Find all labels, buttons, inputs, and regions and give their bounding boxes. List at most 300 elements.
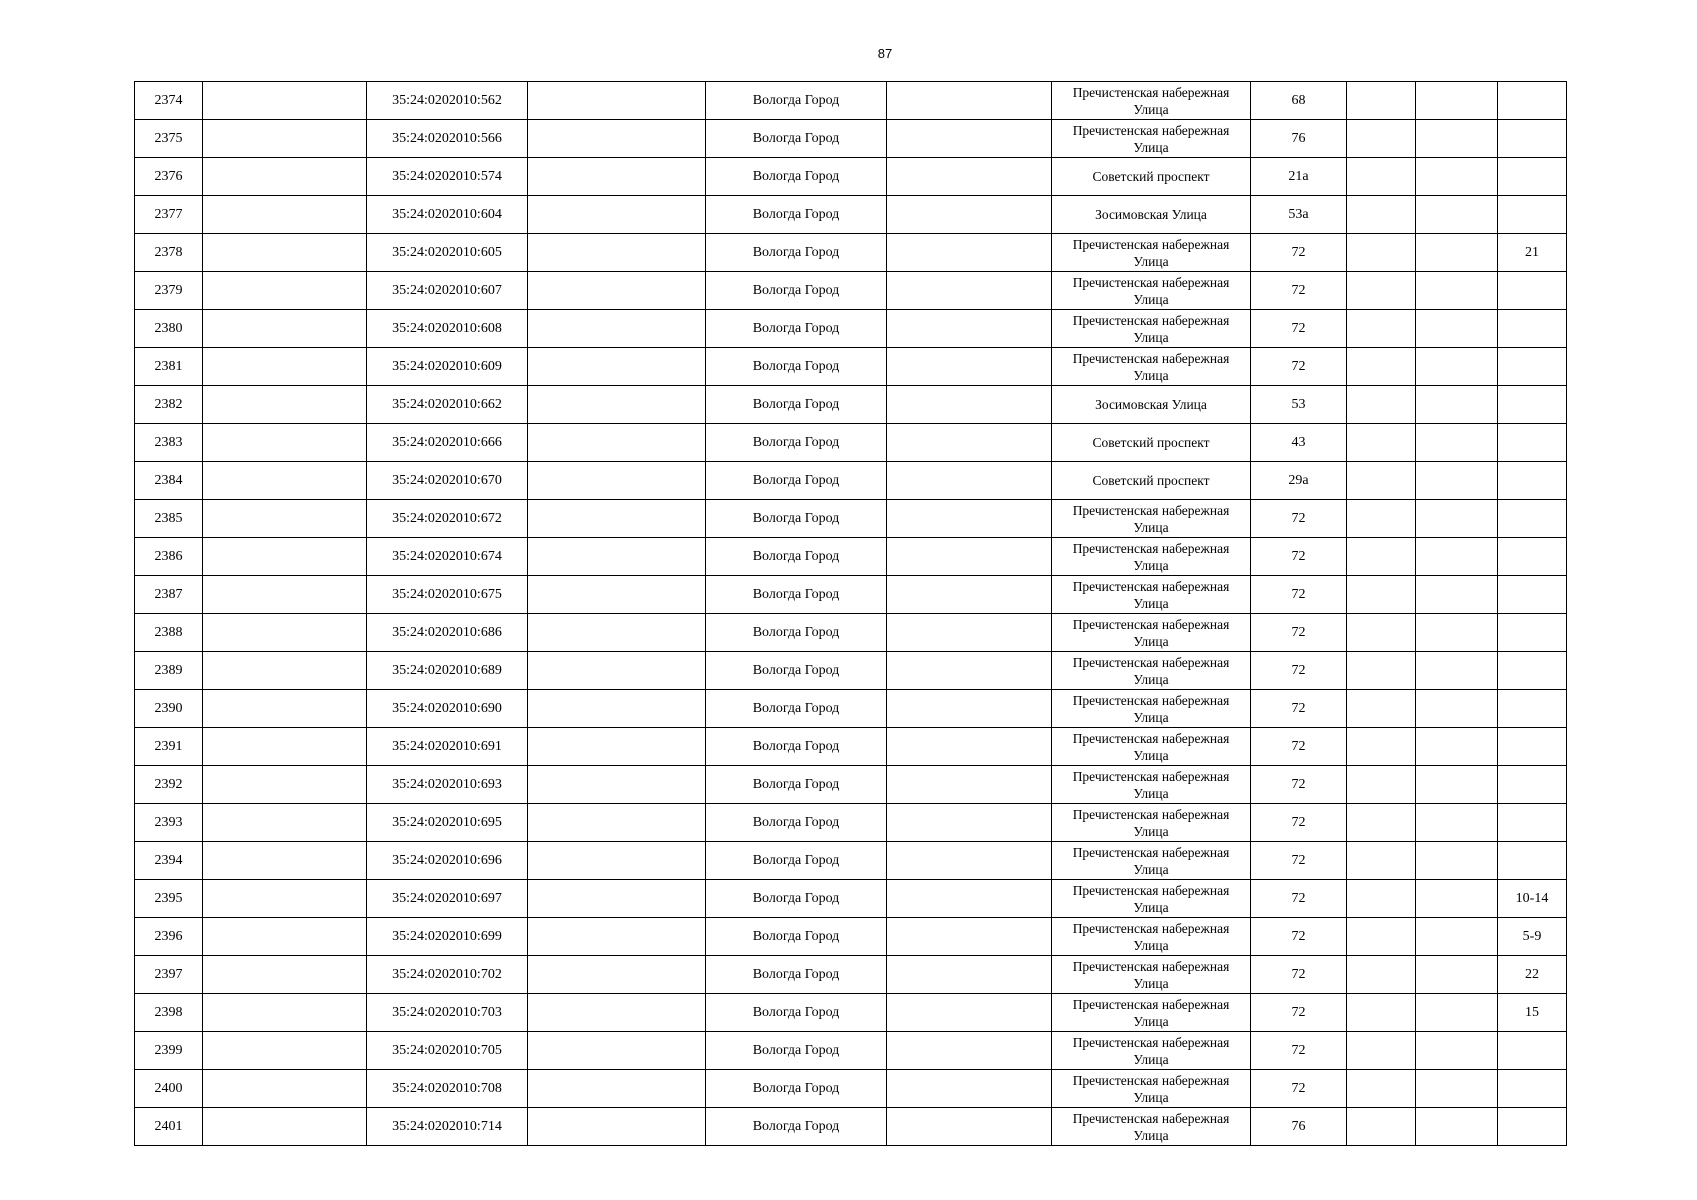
empty-cell	[1416, 1070, 1498, 1108]
house-number-cell: 72	[1251, 1070, 1347, 1108]
locality-cell: Вологда Город	[706, 728, 887, 766]
cadastral-number-cell: 35:24:0202010:675	[367, 576, 528, 614]
empty-cell	[887, 918, 1052, 956]
empty-cell	[528, 1108, 706, 1146]
table-row	[135, 576, 1567, 614]
row-number-cell: 2384	[135, 462, 203, 500]
empty-cell	[1347, 158, 1416, 196]
empty-cell	[1416, 994, 1498, 1032]
empty-cell	[887, 424, 1052, 462]
empty-cell	[1416, 880, 1498, 918]
table-row	[135, 804, 1567, 842]
empty-cell	[887, 614, 1052, 652]
house-number-cell: 76	[1251, 1108, 1347, 1146]
cadastral-number-cell: 35:24:0202010:608	[367, 310, 528, 348]
empty-cell	[887, 272, 1052, 310]
empty-cell	[528, 158, 706, 196]
table-row	[135, 310, 1567, 348]
row-number-cell: 2396	[135, 918, 203, 956]
locality-cell: Вологда Город	[706, 614, 887, 652]
table-row	[135, 956, 1567, 994]
empty-cell	[1416, 842, 1498, 880]
row-number-cell: 2395	[135, 880, 203, 918]
empty-cell	[203, 310, 367, 348]
locality-cell: Вологда Город	[706, 652, 887, 690]
empty-cell	[528, 462, 706, 500]
empty-cell	[203, 766, 367, 804]
empty-cell	[887, 994, 1052, 1032]
cadastral-number-cell: 35:24:0202010:574	[367, 158, 528, 196]
house-number-cell: 72	[1251, 728, 1347, 766]
cadastral-number-cell: 35:24:0202010:562	[367, 82, 528, 120]
row-number-cell: 2377	[135, 196, 203, 234]
row-number-cell: 2387	[135, 576, 203, 614]
table-row	[135, 234, 1567, 272]
house-number-cell: 72	[1251, 994, 1347, 1032]
locality-cell: Вологда Город	[706, 386, 887, 424]
house-number-cell: 72	[1251, 614, 1347, 652]
house-number-cell: 72	[1251, 234, 1347, 272]
street-cell: Пречистенская набережная Улица	[1052, 994, 1251, 1032]
empty-cell	[528, 766, 706, 804]
apartment-cell	[1498, 614, 1567, 652]
empty-cell	[203, 158, 367, 196]
apartment-cell	[1498, 690, 1567, 728]
table-row	[135, 82, 1567, 120]
street-cell: Советский проспект	[1052, 462, 1251, 500]
row-number-cell: 2374	[135, 82, 203, 120]
empty-cell	[1347, 880, 1416, 918]
empty-cell	[203, 500, 367, 538]
street-cell: Пречистенская набережная Улица	[1052, 82, 1251, 120]
locality-cell: Вологда Город	[706, 424, 887, 462]
apartment-cell	[1498, 424, 1567, 462]
apartment-cell	[1498, 1032, 1567, 1070]
house-number-cell: 29а	[1251, 462, 1347, 500]
apartment-cell: 5-9	[1498, 918, 1567, 956]
apartment-cell: 21	[1498, 234, 1567, 272]
street-cell: Пречистенская набережная Улица	[1052, 804, 1251, 842]
street-cell: Советский проспект	[1052, 158, 1251, 196]
empty-cell	[1347, 576, 1416, 614]
empty-cell	[1347, 1032, 1416, 1070]
empty-cell	[1347, 842, 1416, 880]
street-cell: Пречистенская набережная Улица	[1052, 1108, 1251, 1146]
empty-cell	[887, 538, 1052, 576]
empty-cell	[887, 234, 1052, 272]
row-number-cell: 2391	[135, 728, 203, 766]
empty-cell	[1347, 652, 1416, 690]
empty-cell	[887, 82, 1052, 120]
row-number-cell: 2375	[135, 120, 203, 158]
locality-cell: Вологда Город	[706, 690, 887, 728]
apartment-cell	[1498, 196, 1567, 234]
cadastral-number-cell: 35:24:0202010:672	[367, 500, 528, 538]
empty-cell	[1347, 120, 1416, 158]
row-number-cell: 2378	[135, 234, 203, 272]
empty-cell	[528, 120, 706, 158]
cadastral-number-cell: 35:24:0202010:674	[367, 538, 528, 576]
apartment-cell	[1498, 1108, 1567, 1146]
empty-cell	[1347, 462, 1416, 500]
table-row	[135, 994, 1567, 1032]
empty-cell	[203, 462, 367, 500]
street-cell: Пречистенская набережная Улица	[1052, 766, 1251, 804]
empty-cell	[887, 462, 1052, 500]
cadastral-number-cell: 35:24:0202010:686	[367, 614, 528, 652]
table-row	[135, 500, 1567, 538]
empty-cell	[887, 576, 1052, 614]
empty-cell	[203, 576, 367, 614]
cadastral-number-cell: 35:24:0202010:690	[367, 690, 528, 728]
empty-cell	[1416, 500, 1498, 538]
house-number-cell: 72	[1251, 766, 1347, 804]
row-number-cell: 2382	[135, 386, 203, 424]
locality-cell: Вологда Город	[706, 956, 887, 994]
street-cell: Пречистенская набережная Улица	[1052, 310, 1251, 348]
empty-cell	[1416, 1108, 1498, 1146]
empty-cell	[1416, 1032, 1498, 1070]
row-number-cell: 2399	[135, 1032, 203, 1070]
empty-cell	[1416, 690, 1498, 728]
empty-cell	[1416, 538, 1498, 576]
street-cell: Пречистенская набережная Улица	[1052, 120, 1251, 158]
row-number-cell: 2400	[135, 1070, 203, 1108]
street-cell: Пречистенская набережная Улица	[1052, 1070, 1251, 1108]
empty-cell	[203, 424, 367, 462]
locality-cell: Вологда Город	[706, 804, 887, 842]
empty-cell	[203, 994, 367, 1032]
empty-cell	[203, 918, 367, 956]
locality-cell: Вологда Город	[706, 1070, 887, 1108]
empty-cell	[887, 310, 1052, 348]
street-cell: Пречистенская набережная Улица	[1052, 918, 1251, 956]
table-row	[135, 158, 1567, 196]
row-number-cell: 2393	[135, 804, 203, 842]
empty-cell	[887, 1108, 1052, 1146]
empty-cell	[203, 956, 367, 994]
property-registry-table	[134, 81, 1567, 1146]
locality-cell: Вологда Город	[706, 310, 887, 348]
locality-cell: Вологда Город	[706, 272, 887, 310]
street-cell: Пречистенская набережная Улица	[1052, 728, 1251, 766]
locality-cell: Вологда Город	[706, 1108, 887, 1146]
street-cell: Пречистенская набережная Улица	[1052, 538, 1251, 576]
locality-cell: Вологда Город	[706, 500, 887, 538]
empty-cell	[887, 804, 1052, 842]
empty-cell	[1347, 1070, 1416, 1108]
row-number-cell: 2381	[135, 348, 203, 386]
house-number-cell: 72	[1251, 310, 1347, 348]
empty-cell	[203, 690, 367, 728]
cadastral-number-cell: 35:24:0202010:697	[367, 880, 528, 918]
apartment-cell	[1498, 272, 1567, 310]
empty-cell	[1416, 614, 1498, 652]
cadastral-number-cell: 35:24:0202010:702	[367, 956, 528, 994]
empty-cell	[887, 196, 1052, 234]
house-number-cell: 72	[1251, 576, 1347, 614]
table-row	[135, 880, 1567, 918]
cadastral-number-cell: 35:24:0202010:566	[367, 120, 528, 158]
apartment-cell	[1498, 158, 1567, 196]
empty-cell	[203, 1108, 367, 1146]
empty-cell	[203, 386, 367, 424]
empty-cell	[1416, 348, 1498, 386]
row-number-cell: 2376	[135, 158, 203, 196]
empty-cell	[203, 538, 367, 576]
cadastral-number-cell: 35:24:0202010:696	[367, 842, 528, 880]
locality-cell: Вологда Город	[706, 234, 887, 272]
empty-cell	[1416, 766, 1498, 804]
locality-cell: Вологда Город	[706, 82, 887, 120]
empty-cell	[528, 538, 706, 576]
table-row	[135, 614, 1567, 652]
locality-cell: Вологда Город	[706, 120, 887, 158]
house-number-cell: 68	[1251, 82, 1347, 120]
apartment-cell	[1498, 728, 1567, 766]
street-cell: Пречистенская набережная Улица	[1052, 272, 1251, 310]
row-number-cell: 2385	[135, 500, 203, 538]
apartment-cell	[1498, 538, 1567, 576]
empty-cell	[887, 728, 1052, 766]
row-number-cell: 2379	[135, 272, 203, 310]
empty-cell	[887, 158, 1052, 196]
cadastral-number-cell: 35:24:0202010:609	[367, 348, 528, 386]
empty-cell	[1347, 234, 1416, 272]
cadastral-number-cell: 35:24:0202010:691	[367, 728, 528, 766]
house-number-cell: 72	[1251, 842, 1347, 880]
apartment-cell	[1498, 652, 1567, 690]
empty-cell	[528, 842, 706, 880]
locality-cell: Вологда Город	[706, 842, 887, 880]
empty-cell	[1416, 652, 1498, 690]
table-row	[135, 918, 1567, 956]
empty-cell	[1416, 956, 1498, 994]
locality-cell: Вологда Город	[706, 196, 887, 234]
row-number-cell: 2386	[135, 538, 203, 576]
empty-cell	[887, 1070, 1052, 1108]
empty-cell	[1416, 918, 1498, 956]
empty-cell	[1416, 82, 1498, 120]
empty-cell	[528, 82, 706, 120]
street-cell: Пречистенская набережная Улица	[1052, 500, 1251, 538]
cadastral-number-cell: 35:24:0202010:699	[367, 918, 528, 956]
empty-cell	[1347, 918, 1416, 956]
apartment-cell	[1498, 842, 1567, 880]
empty-cell	[203, 880, 367, 918]
table-row	[135, 348, 1567, 386]
table-row	[135, 1032, 1567, 1070]
locality-cell: Вологда Город	[706, 158, 887, 196]
table-row	[135, 386, 1567, 424]
house-number-cell: 72	[1251, 956, 1347, 994]
empty-cell	[887, 386, 1052, 424]
house-number-cell: 72	[1251, 538, 1347, 576]
street-cell: Пречистенская набережная Улица	[1052, 576, 1251, 614]
empty-cell	[1347, 500, 1416, 538]
empty-cell	[203, 234, 367, 272]
empty-cell	[887, 880, 1052, 918]
empty-cell	[203, 1070, 367, 1108]
empty-cell	[1347, 386, 1416, 424]
house-number-cell: 72	[1251, 804, 1347, 842]
empty-cell	[887, 842, 1052, 880]
empty-cell	[528, 348, 706, 386]
table-row	[135, 690, 1567, 728]
empty-cell	[1347, 196, 1416, 234]
empty-cell	[528, 918, 706, 956]
row-number-cell: 2390	[135, 690, 203, 728]
empty-cell	[887, 956, 1052, 994]
apartment-cell	[1498, 766, 1567, 804]
street-cell: Советский проспект	[1052, 424, 1251, 462]
house-number-cell: 53а	[1251, 196, 1347, 234]
house-number-cell: 72	[1251, 272, 1347, 310]
street-cell: Пречистенская набережная Улица	[1052, 956, 1251, 994]
house-number-cell: 53	[1251, 386, 1347, 424]
empty-cell	[1347, 348, 1416, 386]
apartment-cell: 10-14	[1498, 880, 1567, 918]
table-row	[135, 424, 1567, 462]
street-cell: Зосимовская Улица	[1052, 196, 1251, 234]
empty-cell	[528, 614, 706, 652]
empty-cell	[203, 652, 367, 690]
cadastral-number-cell: 35:24:0202010:693	[367, 766, 528, 804]
empty-cell	[1416, 424, 1498, 462]
street-cell: Пречистенская набережная Улица	[1052, 842, 1251, 880]
cadastral-number-cell: 35:24:0202010:705	[367, 1032, 528, 1070]
empty-cell	[1347, 690, 1416, 728]
house-number-cell: 43	[1251, 424, 1347, 462]
empty-cell	[1347, 614, 1416, 652]
table-row	[135, 1108, 1567, 1146]
table-row	[135, 120, 1567, 158]
table-row	[135, 652, 1567, 690]
empty-cell	[203, 614, 367, 652]
empty-cell	[1416, 576, 1498, 614]
locality-cell: Вологда Город	[706, 576, 887, 614]
empty-cell	[887, 652, 1052, 690]
street-cell: Зосимовская Улица	[1052, 386, 1251, 424]
empty-cell	[203, 120, 367, 158]
cadastral-number-cell: 35:24:0202010:605	[367, 234, 528, 272]
cadastral-number-cell: 35:24:0202010:695	[367, 804, 528, 842]
empty-cell	[1416, 728, 1498, 766]
row-number-cell: 2383	[135, 424, 203, 462]
apartment-cell	[1498, 500, 1567, 538]
empty-cell	[1347, 956, 1416, 994]
empty-cell	[1347, 1108, 1416, 1146]
empty-cell	[528, 234, 706, 272]
apartment-cell	[1498, 804, 1567, 842]
empty-cell	[203, 728, 367, 766]
empty-cell	[528, 500, 706, 538]
row-number-cell: 2401	[135, 1108, 203, 1146]
table-row	[135, 538, 1567, 576]
row-number-cell: 2394	[135, 842, 203, 880]
locality-cell: Вологда Город	[706, 918, 887, 956]
empty-cell	[1347, 804, 1416, 842]
empty-cell	[887, 348, 1052, 386]
empty-cell	[528, 652, 706, 690]
empty-cell	[1416, 158, 1498, 196]
empty-cell	[528, 956, 706, 994]
empty-cell	[1347, 424, 1416, 462]
empty-cell	[887, 690, 1052, 728]
empty-cell	[203, 82, 367, 120]
locality-cell: Вологда Город	[706, 766, 887, 804]
empty-cell	[203, 272, 367, 310]
empty-cell	[528, 804, 706, 842]
empty-cell	[1347, 728, 1416, 766]
locality-cell: Вологда Город	[706, 462, 887, 500]
street-cell: Пречистенская набережная Улица	[1052, 234, 1251, 272]
empty-cell	[1416, 120, 1498, 158]
row-number-cell: 2398	[135, 994, 203, 1032]
cadastral-number-cell: 35:24:0202010:604	[367, 196, 528, 234]
street-cell: Пречистенская набережная Улица	[1052, 652, 1251, 690]
cadastral-number-cell: 35:24:0202010:689	[367, 652, 528, 690]
empty-cell	[887, 500, 1052, 538]
empty-cell	[528, 196, 706, 234]
cadastral-number-cell: 35:24:0202010:607	[367, 272, 528, 310]
cadastral-number-cell: 35:24:0202010:703	[367, 994, 528, 1032]
empty-cell	[528, 424, 706, 462]
apartment-cell	[1498, 120, 1567, 158]
empty-cell	[528, 386, 706, 424]
cadastral-number-cell: 35:24:0202010:666	[367, 424, 528, 462]
house-number-cell: 72	[1251, 1032, 1347, 1070]
house-number-cell: 72	[1251, 652, 1347, 690]
apartment-cell	[1498, 1070, 1567, 1108]
empty-cell	[528, 1032, 706, 1070]
apartment-cell	[1498, 82, 1567, 120]
empty-cell	[528, 576, 706, 614]
empty-cell	[203, 196, 367, 234]
page-number: 87	[877, 46, 893, 61]
empty-cell	[1416, 804, 1498, 842]
table-row	[135, 196, 1567, 234]
locality-cell: Вологда Город	[706, 1032, 887, 1070]
street-cell: Пречистенская набережная Улица	[1052, 880, 1251, 918]
locality-cell: Вологда Город	[706, 348, 887, 386]
empty-cell	[1416, 386, 1498, 424]
empty-cell	[1347, 82, 1416, 120]
apartment-cell	[1498, 386, 1567, 424]
empty-cell	[887, 120, 1052, 158]
house-number-cell: 72	[1251, 690, 1347, 728]
street-cell: Пречистенская набережная Улица	[1052, 614, 1251, 652]
table-row	[135, 272, 1567, 310]
apartment-cell	[1498, 462, 1567, 500]
table-row	[135, 766, 1567, 804]
empty-cell	[203, 804, 367, 842]
empty-cell	[1416, 462, 1498, 500]
apartment-cell	[1498, 348, 1567, 386]
house-number-cell: 72	[1251, 500, 1347, 538]
table-row	[135, 728, 1567, 766]
table-row	[135, 842, 1567, 880]
empty-cell	[887, 1032, 1052, 1070]
cadastral-number-cell: 35:24:0202010:670	[367, 462, 528, 500]
empty-cell	[528, 880, 706, 918]
house-number-cell: 21а	[1251, 158, 1347, 196]
empty-cell	[1416, 310, 1498, 348]
empty-cell	[1347, 310, 1416, 348]
empty-cell	[887, 766, 1052, 804]
empty-cell	[528, 728, 706, 766]
empty-cell	[528, 690, 706, 728]
